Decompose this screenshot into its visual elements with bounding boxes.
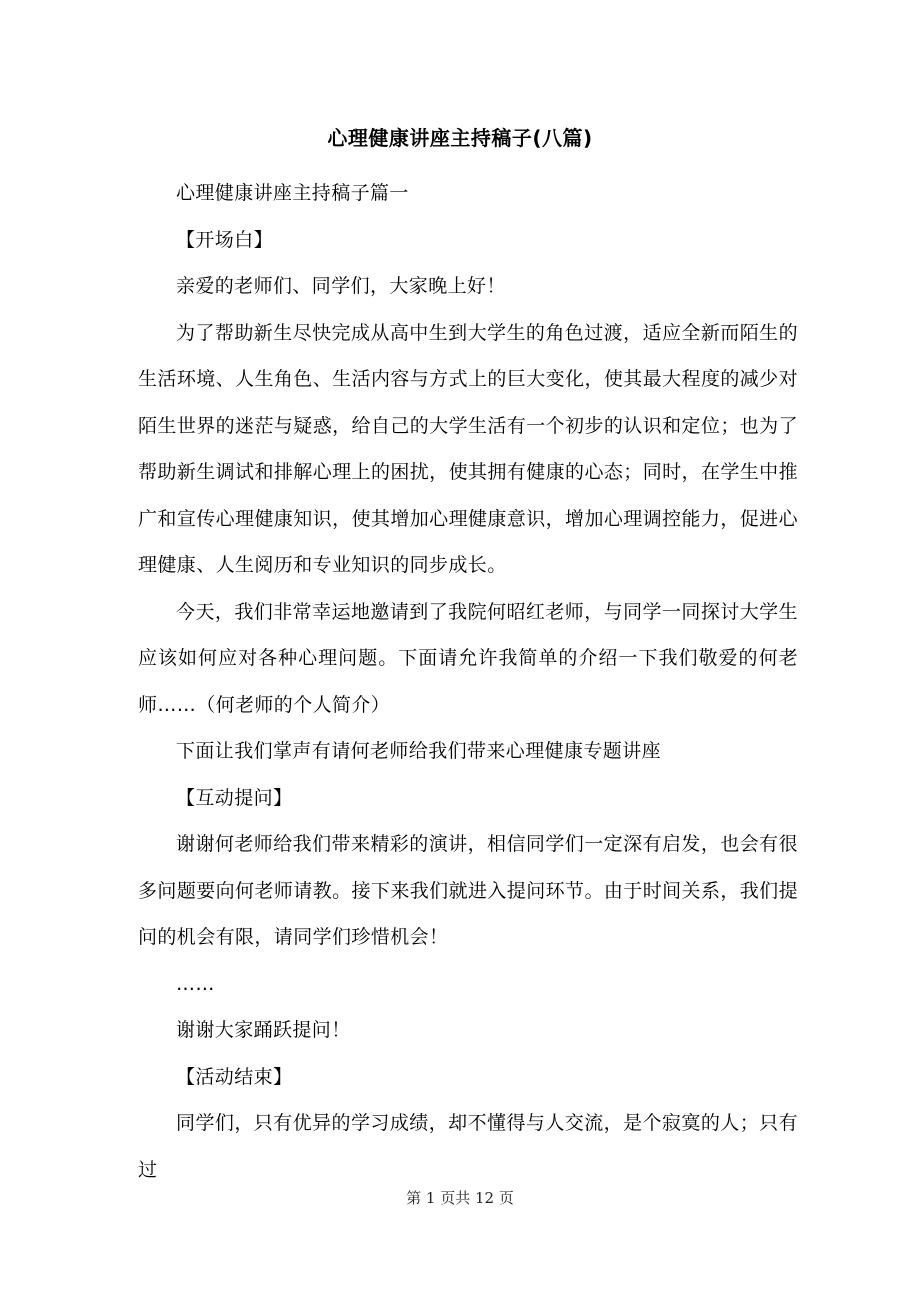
subheading-closing: 【活动结束】 bbox=[176, 1065, 293, 1088]
subheading-opening: 【开场白】 bbox=[176, 228, 274, 251]
paragraph: 谢谢大家踊跃提问！ bbox=[176, 1019, 351, 1041]
page-footer: 第 1 页共 12 页 bbox=[406, 1189, 514, 1207]
paragraph: 今天，我们非常幸运地邀请到了我院何昭红老师，与同学一同探讨大学生应该如何应对各种心理问题。下面请允许我简单的介绍一下我们敬爱的何老师……（何老师的个人简介） bbox=[138, 600, 798, 716]
ellipsis-line: …… bbox=[176, 972, 215, 995]
document-title: 心理健康讲座主持稿子(八篇) bbox=[327, 126, 593, 150]
document-body bbox=[138, 170, 798, 1193]
paragraph: 谢谢何老师给我们带来精彩的演讲，相信同学们一定深有启发，也会有很多问题要向何老师请教。接下来我们就进入提问环节。由于时间关系，我们提问的机会有限，请同学们珍惜机会！ bbox=[138, 833, 798, 948]
section-heading: 心理健康讲座主持稿子篇一 bbox=[176, 182, 409, 204]
subheading-interaction: 【互动提问】 bbox=[176, 786, 293, 809]
paragraph: 同学们，只有优异的学习成绩，却不懂得与人交流，是个寂寞的人；只有过 bbox=[138, 1112, 798, 1181]
paragraph: 亲爱的老师们、同学们，大家晚上好！ bbox=[176, 275, 506, 297]
paragraph: 为了帮助新生尽快完成从高中生到大学生的角色过渡，适应全新而陌生的生活环境、人生角色、生活内容与方式上的巨大变化，使其最大程度的减少对陌生世界的迷茫与疑惑，给自己的大学生活有一个初步的认识和定位；也为了帮助新生调试和排解心理上的困扰，使其拥有健康的心态；同时，在学生中推广和宣传心理健康知识，使其增加心理健康意识，增加心理调控能力，促进心理健康、人生阅历和专业知识的同步成长。 bbox=[138, 321, 798, 576]
paragraph: 下面让我们掌声有请何老师给我们带来心理健康专题讲座 bbox=[176, 740, 662, 762]
